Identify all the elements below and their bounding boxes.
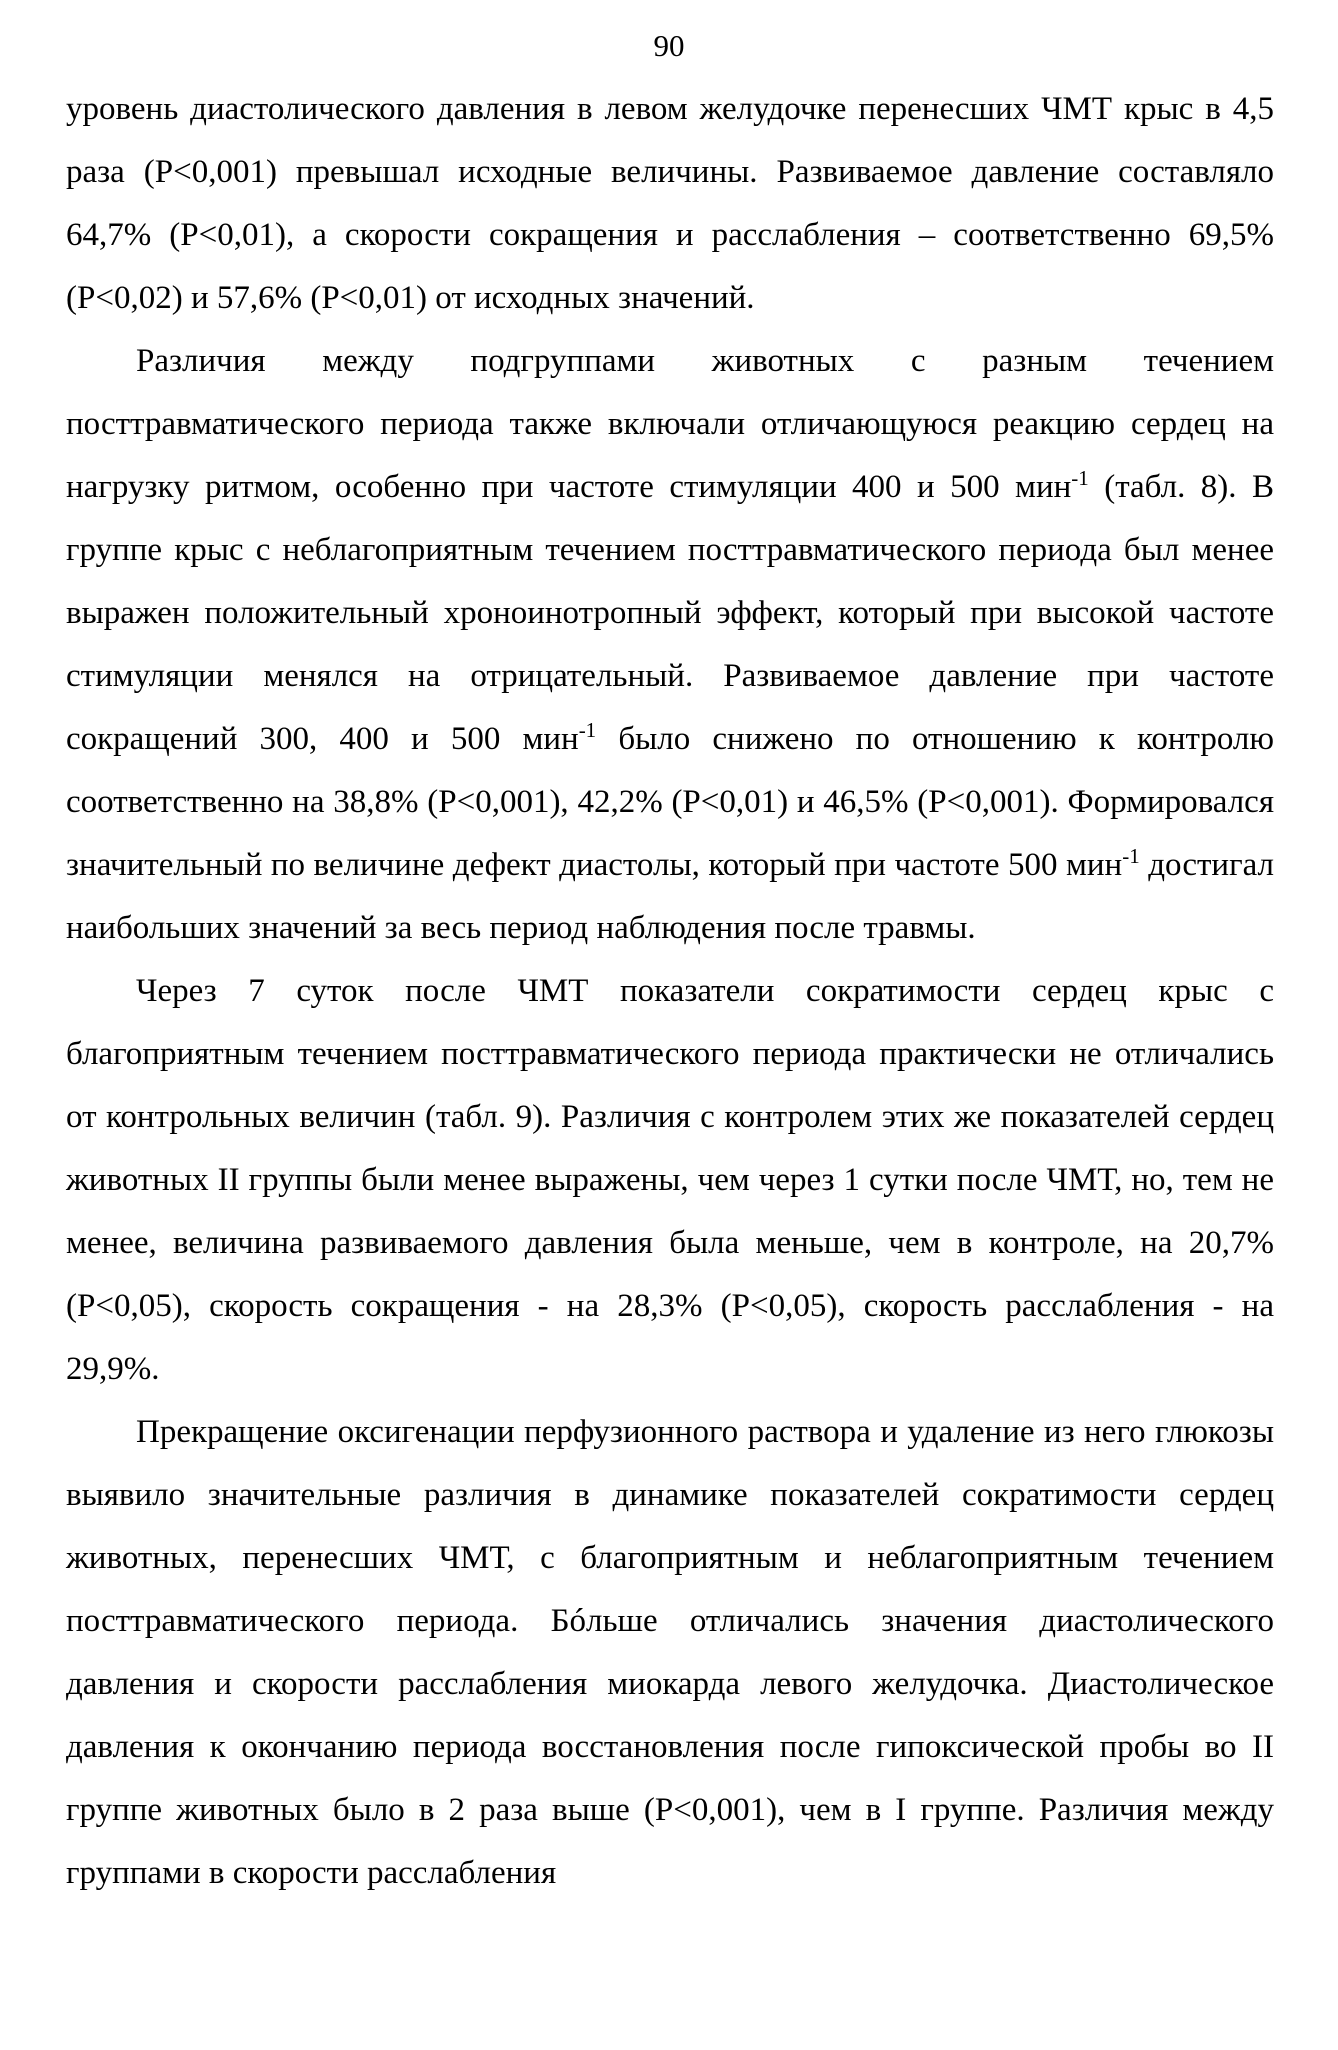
paragraph-3: Через 7 суток после ЧМТ показатели сократимости сердец крыс с благоприятным течением посттравматического периода практически не отличались от контрольных величин (табл. 9). Различия с контролем этих же показателей сердец животных II группы были менее выражены, чем через 1 сутки после ЧМТ, но, тем не менее, величина развиваемого давления была меньше, чем в контроле, на 20,7% (P<0,05), скорость сокращения - на 28,3% (P<0,05), скорость расслабления - на 29,9%. [66, 973, 1274, 1387]
text-body [66, 78, 1274, 1905]
superscript-minus-one: -1 [1122, 844, 1140, 868]
superscript-minus-one: -1 [578, 718, 597, 742]
paragraph-2-part-2: (табл. 8). В группе крыс с неблагоприятным течением посттравматического периода был менее выражен положительный хроноинотропный эффект, который при высокой частоте стимуляции менялся на отрицательный. Развиваемое давление при частоте сокращений 300, 400 и 500 мин [66, 469, 1274, 757]
paragraph-2-part-1: Различия между подгруппами животных с разным течением посттравматического периода также включали отличающуюся реакцию сердец на нагрузку ритмом, особенно при частоте стимуляции 400 и 500 мин [66, 343, 1274, 505]
paragraph-2-part-4: достигал наибольших значений за весь период наблюдения после травмы. [66, 847, 1275, 946]
paragraph-1: уровень диастолического давления в левом желудочке перенесших ЧМТ крыс в 4,5 раза (P<0,001) превышал исходные величины. Развиваемое давление составляло 64,7% (P<0,01), а скорости сокращения и расслабления – соответственно 69,5% (P<0,02) и 57,6% (P<0,01) от исходных значений. [66, 91, 1274, 316]
page-number: 90 [653, 28, 685, 63]
paragraph-4: Прекращение оксигенации перфузионного раствора и удаление из него глюкозы выявило значительные различия в динамике показателей сократимости сердец животных, перенесших ЧМТ, с благоприятным и неблагоприятным течением посттравматического периода. Бóльше отличались значения диастолического давления и скорости расслабления миокарда левого желудочка. Диастолическое давления к окончанию периода восстановления после гипоксической пробы во II группе животных было в 2 раза выше (P<0,001), чем в I группе. Различия между группами в скорости расслабления [66, 1414, 1274, 1891]
paragraph-2 [66, 330, 1274, 960]
superscript-minus-one: -1 [1071, 466, 1089, 490]
paragraph-2-part-3: было снижено по отношению к контролю соответственно на 38,8% (P<0,001), 42,2% (P<0,01) и 46,5% (P<0,001). Формировался значительный по величине дефект диастолы, который при частоте 500 мин [66, 721, 1274, 883]
